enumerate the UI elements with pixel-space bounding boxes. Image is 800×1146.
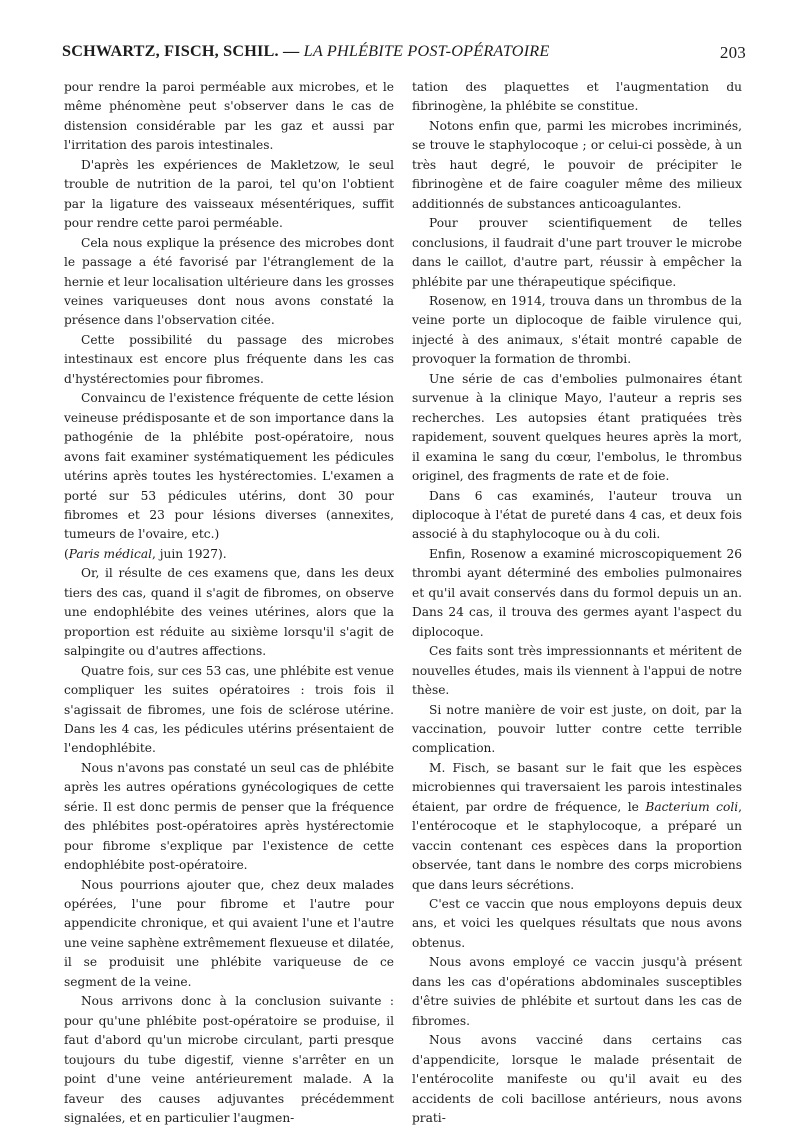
page-number: 203 (719, 43, 746, 62)
paragraph: Quatre fois, sur ces 53 cas, une phlébite est venue compliquer les suites opératoires : trois fois il s'agissait de fibromes, une fois de sclérose utérine. Dans les 4 cas, les pédicules utérins présentaient de l'endophlébite. (64, 663, 394, 756)
paragraph-text: M. Fisch, se basant sur le fait que les espèces microbiennes qui traversaient les parois intestinales étaient, par ordre de fréquence, le (412, 760, 742, 814)
header-authors: SCHWARTZ, FISCH, SCHIL. — (62, 42, 300, 60)
paragraph: C'est ce vaccin que nous employons depuis deux ans, et voici les quelques résultats que nous avons obtenus. (412, 897, 742, 950)
paragraph: Notons enfin que, parmi les microbes incriminés, se trouve le staphylocoque ; or celui-ci possède, à un très haut degré, le pouvoir de précipiter le fibrinogène et de faire coaguler même des milieux additionnés de substances anticoagulantes. (412, 118, 742, 211)
paragraph: Pour prouver scientifiquement de telles conclusions, il faudrait d'une part trouver le microbe dans le caillot, d'autre part, réussir à empêcher la phlébite par une thérapeutique spécifique. (412, 216, 742, 289)
running-header (62, 42, 746, 66)
paragraph: Nous arrivons donc à la conclusion suivante : pour qu'une phlébite post-opératoire se produise, il faut d'abord qu'un microbe circulant, parti presque toujours du tube digestif, vienne s'arrêter en un point d'une veine antérieurement malade. A la faveur des causes adjuvantes précédemment signalées, et en particulier l'augmen- (64, 994, 394, 1126)
paragraph: Ces faits sont très impressionnants et méritent de nouvelles études, mais ils viennent à l'appui de notre thèse. (412, 644, 742, 698)
paragraph: Si notre manière de voir est juste, on doit, par la vaccination, pouvoir lutter contre cette terrible complication. (412, 702, 742, 756)
paragraph (64, 545, 394, 564)
citation-rest: , juin 1927). (152, 546, 227, 561)
right-column (412, 78, 742, 1128)
citation-journal: Paris médical (68, 546, 152, 561)
paragraph: Nous n'avons pas constaté un seul cas de phlébite après les autres opérations gynécologiques de cette série. Il est donc permis de penser que la fréquence des phlébites post-opératoires après hystérectomie pour fibrome s'explique par l'existence de cette endophlébite post-opératoire. (64, 760, 394, 873)
paragraph: Enfin, Rosenow a examiné microscopiquement 26 thrombi ayant déterminé des embolies pulmonaires et qu'il avait conservés dans du formol depuis un an. Dans 24 cas, il trouva des germes ayant l'aspect du diplocoque. (412, 546, 742, 639)
citation-open: ( (64, 546, 69, 561)
paragraph: Dans 6 cas examinés, l'auteur trouva un diplocoque à l'état de pureté dans 4 cas, et deux fois associé à du staphylocoque ou à du coli. (412, 488, 742, 542)
paragraph (412, 759, 742, 895)
paragraph: Rosenow, en 1914, trouva dans un thrombus de la veine porte un diplocoque de faible virulence qui, injecté à des animaux, s'était montré capable de provoquer la formation de thrombi. (412, 293, 742, 367)
running-header-left (62, 42, 549, 61)
paragraph: Nous avons vacciné dans certains cas d'appendicite, lorsque le malade présentait de l'entérocolite manifeste ou qu'il avait eu des accidents de coli bacillose antérieurs, nous avons prati- (412, 1033, 742, 1126)
species-name: Bacterium coli (645, 799, 739, 814)
paragraph: Or, il résulte de ces examens que, dans les deux tiers des cas, quand il s'agit de fibromes, on observe une endophlébite des veines utérines, alors que la proportion est réduite au sixième lorsqu'il s'agit de salpingite ou d'autres affections. (64, 566, 394, 659)
paragraph-text: , l'entérocoque et le staphylocoque, a préparé un vaccin contenant ces espèces dans la proportion observée, tant dans le nombre des corps microbiens que dans leurs sécrétions. (412, 799, 742, 892)
paragraph: Nous pourrions ajouter que, chez deux malades opérées, l'une pour fibrome et l'autre pour appendicite chronique, et qui avaient l'une et l'autre une veine saphène extrêmement flexueuse et dilatée, il se produisit une phlébite variqueuse de ce segment de la veine. (64, 877, 394, 989)
paragraph: Une série de cas d'embolies pulmonaires étant survenue à la clinique Mayo, l'auteur a repris ses recherches. Les autopsies étant pratiquées très rapidement, souvent quelques heures après la mort, il examina le sang du cœur, l'embolus, le thrombus originel, des fragments de rate et de foie. (412, 371, 742, 484)
left-column (64, 78, 394, 1128)
paragraph: D'après les expériences de Makletzow, le seul trouble de nutrition de la paroi, tel qu'on l'obtient par la ligature des vaisseaux mésentériques, suffit pour rendre cette paroi perméable. (64, 157, 394, 231)
paragraph: Convaincu de l'existence fréquente de cette lésion veineuse prédisposante et de son importance dans la pathogénie de la phlébite post-opératoire, nous avons fait examiner systématiquement les pédicules utérins après toutes les hystérectomies. L'examen a porté sur 53 pédicules utérins, dont 30 pour fibromes et 23 pour lésions diverses (annexites, tumeurs de l'ovaire, etc.) (64, 391, 394, 542)
paragraph: tation des plaquettes et l'augmentation du fibrinogène, la phlébite se constitue. (412, 80, 742, 114)
paragraph: Cette possibilité du passage des microbes intestinaux est encore plus fréquente dans les cas d'hystérectomies pour fibromes. (64, 332, 394, 386)
paragraph: Nous avons employé ce vaccin jusqu'à présent dans les cas d'opérations abdominales susceptibles d'être suivies de phlébite et surtout dans les cas de fibromes. (412, 955, 742, 1028)
paragraph: Cela nous explique la présence des microbes dont le passage a été favorisé par l'étranglement de la hernie et leur localisation ultérieure dans les grosses veines variqueuses dont nous avons constaté la présence dans l'observation citée. (64, 235, 394, 328)
header-title: LA PHLÉBITE POST-OPÉRATOIRE (303, 42, 550, 60)
paragraph: pour rendre la paroi perméable aux microbes, et le même phénomène peut s'observer dans le cas de distension considérable par les gaz et aussi par l'irritation des parois intestinales. (64, 80, 394, 153)
